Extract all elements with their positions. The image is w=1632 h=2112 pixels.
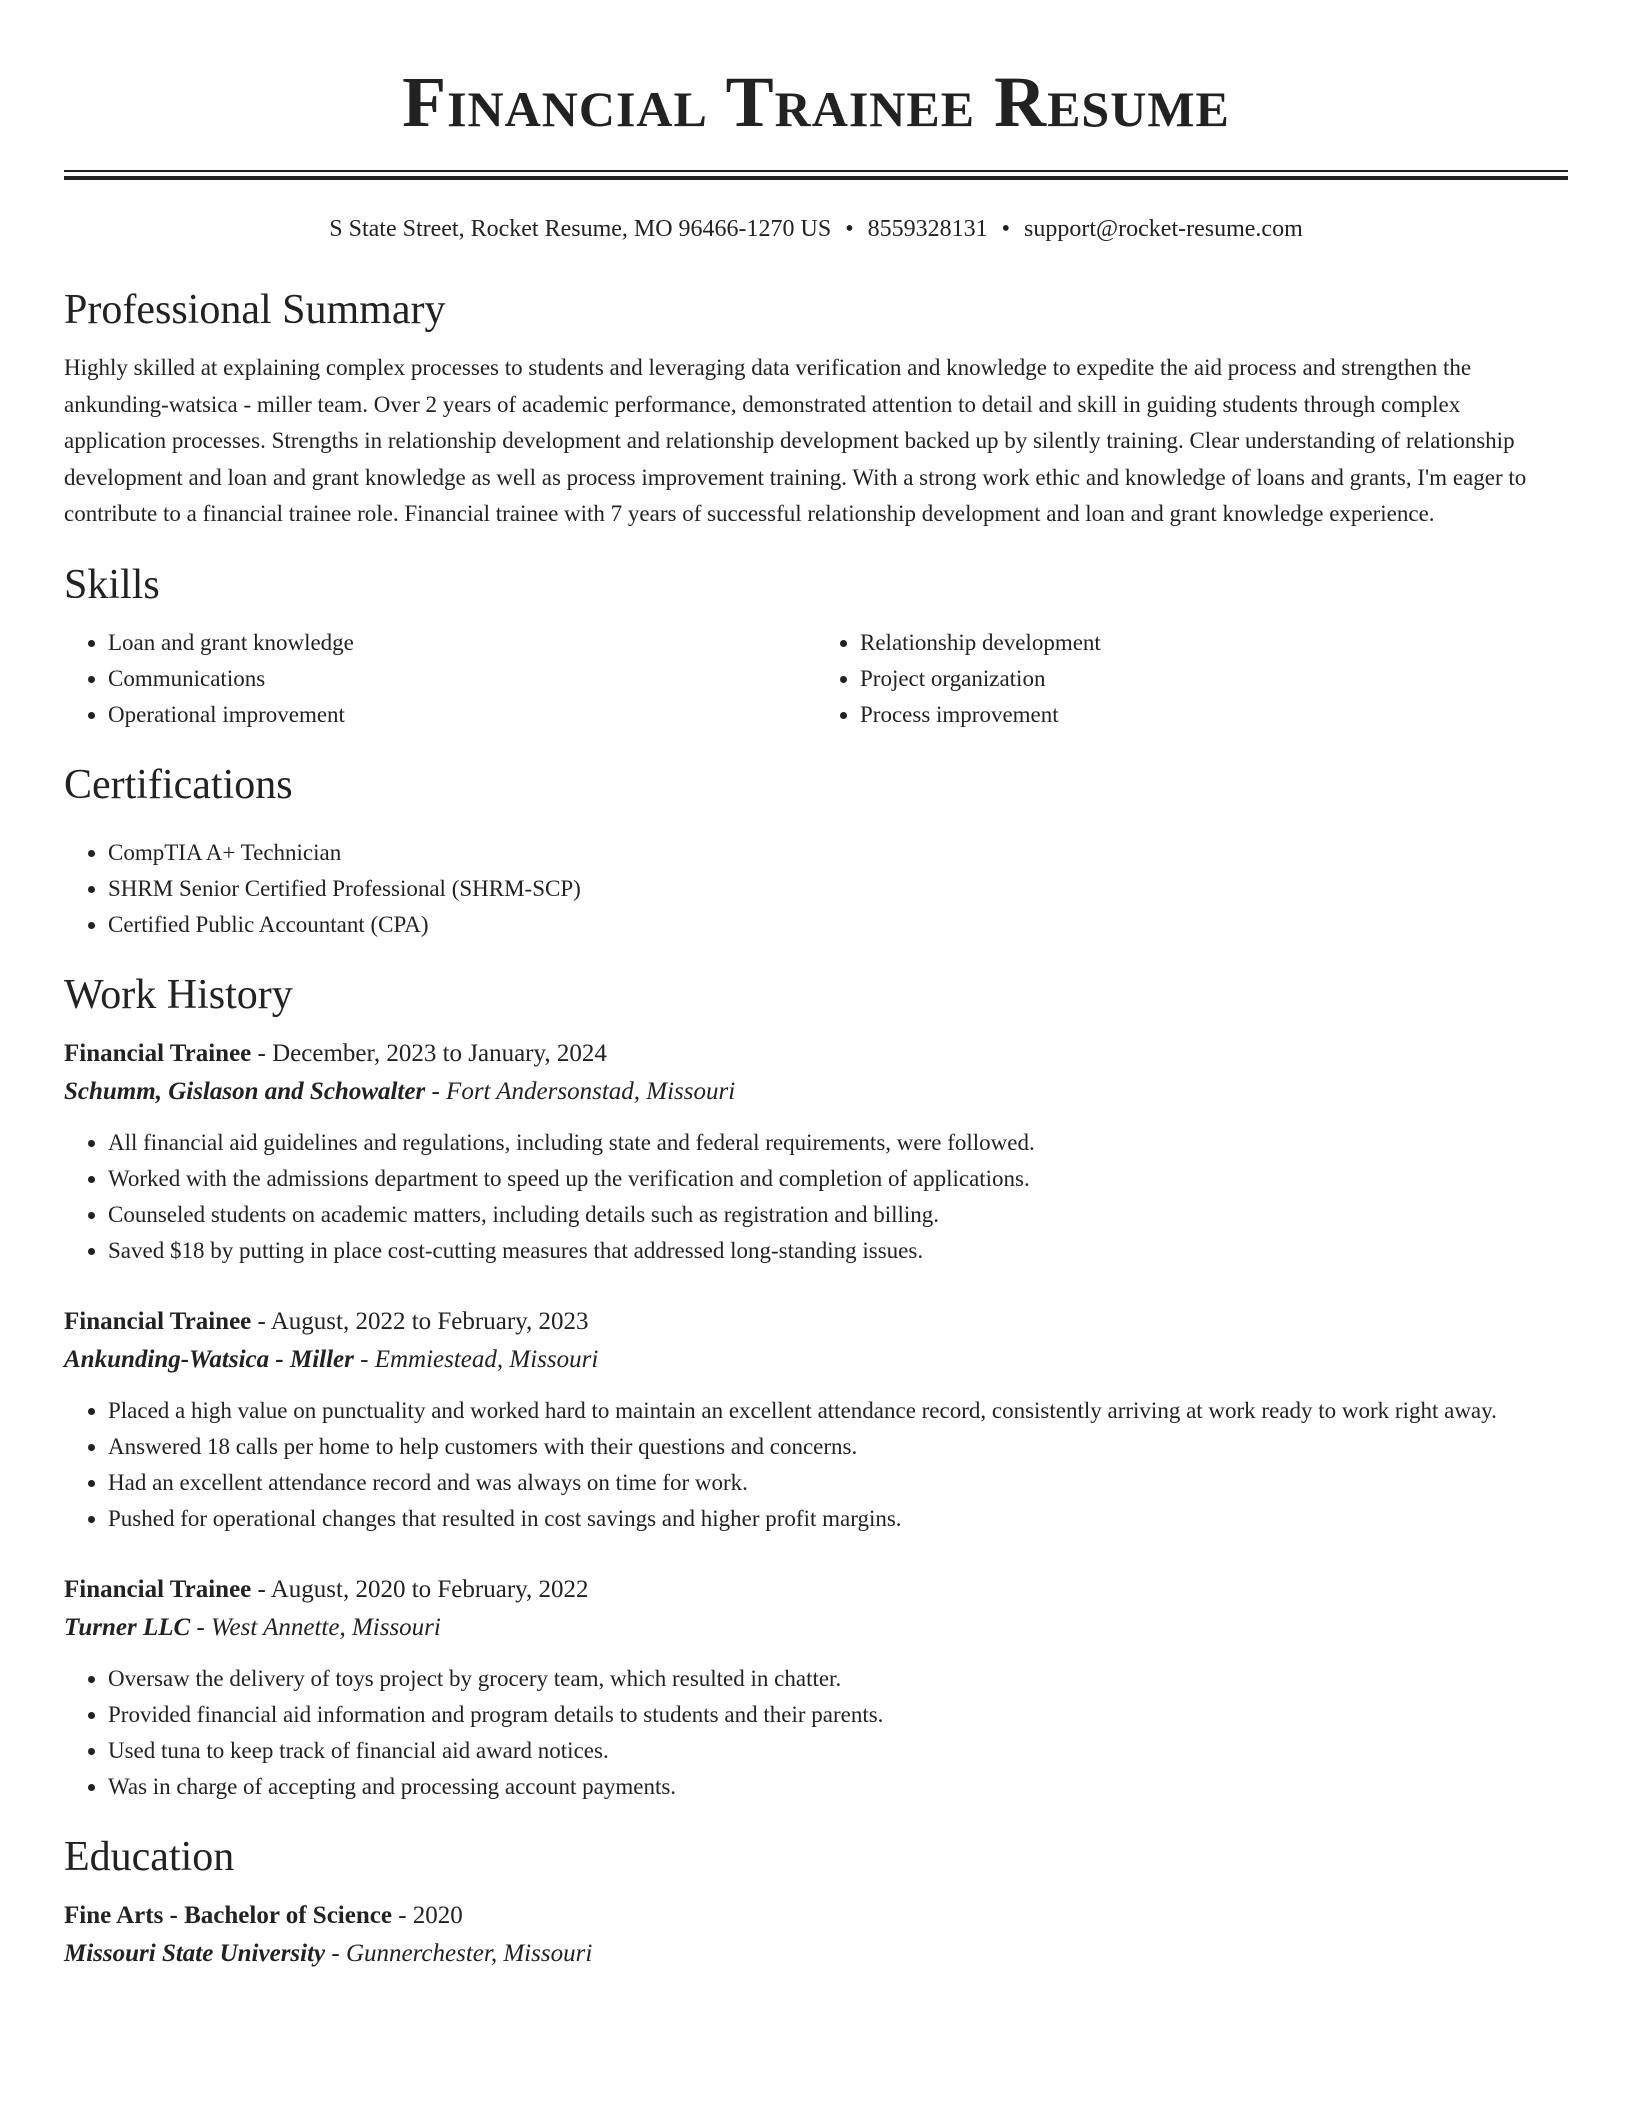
job-dates: - December, 2023 to January, 2024 (251, 1039, 607, 1067)
job-title: Financial Trainee (64, 1039, 252, 1067)
skills-heading: Skills (64, 561, 160, 608)
job-bullet: • Provided financial aid information and program details to students and their parents. (108, 1697, 1568, 1733)
job-location: - Fort Andersonstad, Missouri (425, 1077, 736, 1105)
certification-item: • Certified Public Accountant (CPA) (108, 907, 1568, 943)
work-history-heading: Work History (64, 971, 293, 1018)
job-bullet: • Had an excellent attendance record and was always on time for work. (108, 1465, 1568, 1501)
certifications-heading: Certifications (64, 761, 293, 808)
job-dates: - August, 2022 to February, 2023 (251, 1307, 589, 1335)
contact-email: support@rocket-resume.com (1024, 216, 1303, 242)
certification-item: • SHRM Senior Certified Professional (SHRM-SCP) (108, 871, 1568, 907)
job-bullet: • Placed a high value on punctuality and worked hard to maintain an excellent attendance record, consistently arriving at work ready to work right away. (108, 1393, 1568, 1429)
education-year: - 2020 (391, 1901, 463, 1929)
job-entry (64, 1303, 1568, 1537)
education-degree-line (64, 1897, 1568, 1935)
job-company-line (64, 1341, 1568, 1379)
skill-item: • Process improvement (860, 697, 1568, 733)
job-title-line (64, 1035, 1568, 1073)
job-title-line (64, 1571, 1568, 1609)
education-location: - Gunnerchester, Missouri (325, 1939, 593, 1967)
job-location: - Emmiestead, Missouri (353, 1345, 599, 1373)
resume-title: Financial Trainee Resume (402, 62, 1230, 142)
skills-list (64, 625, 1568, 733)
education-heading: Education (64, 1833, 235, 1880)
job-entry (64, 1035, 1568, 1269)
job-bullet: • Was in charge of accepting and processing account payments. (108, 1769, 1568, 1805)
skill-item: • Relationship development (860, 625, 1568, 661)
job-bullet: • Used tuna to keep track of financial aid award notices. (108, 1733, 1568, 1769)
divider-thick-line (64, 176, 1568, 180)
skill-item: • Project organization (860, 661, 1568, 697)
summary-text: Highly skilled at explaining complex processes to students and leveraging data verification and knowledge to expedite the aid process and strengthen the ankunding-watsica - miller team. Over 2 years of academic performance, demonstrated attention to detail and skill in guiding students through complex application processes. Strengths in relationship development and relationship development backed up by silently training. Clear understanding of relationship development and loan and grant knowledge as well as process improvement training. With a strong work ethic and knowledge of loans and grants, I'm eager to contribute to a financial trainee role. Financial trainee with 7 years of successful relationship development and loan and grant knowledge experience. (64, 355, 1527, 526)
job-bullet: • Pushed for operational changes that resulted in cost savings and higher profit margins. (108, 1501, 1568, 1537)
contact-separator: • (845, 216, 854, 242)
job-dates: - August, 2020 to February, 2022 (251, 1575, 589, 1603)
job-company-line (64, 1609, 1568, 1647)
certifications-list (64, 835, 1568, 943)
job-title: Financial Trainee (64, 1575, 252, 1603)
education-school-line (64, 1935, 1568, 1973)
job-bullet: • Saved $18 by putting in place cost-cutting measures that addressed long-standing issues. (108, 1233, 1568, 1269)
skills-column-left (64, 625, 816, 733)
summary-heading: Professional Summary (64, 287, 446, 333)
job-entry (64, 1571, 1568, 1805)
contact-line (64, 214, 1568, 244)
title-divider (64, 170, 1568, 180)
job-bullets (64, 1661, 1568, 1805)
contact-separator: • (1001, 216, 1011, 242)
skill-item: • Loan and grant knowledge (108, 625, 816, 661)
job-title: Financial Trainee (64, 1307, 252, 1335)
education-degree: Fine Arts - Bachelor of Science (64, 1901, 392, 1929)
skill-item: • Operational improvement (108, 697, 816, 733)
job-bullets (64, 1125, 1568, 1269)
job-company: Turner LLC (64, 1613, 191, 1641)
skill-item: • Communications (108, 661, 816, 697)
job-bullet: • Oversaw the delivery of toys project by grocery team, which resulted in chatter. (108, 1661, 1568, 1697)
education-school: Missouri State University (64, 1939, 326, 1967)
job-bullet: • All financial aid guidelines and regulations, including state and federal requirements, were followed. (108, 1125, 1568, 1161)
job-company-line (64, 1073, 1568, 1111)
job-company: Ankunding-Watsica - Miller (64, 1345, 354, 1373)
contact-phone: 8559328131 (867, 216, 988, 242)
divider-thin-line (64, 170, 1568, 172)
job-title-line (64, 1303, 1568, 1341)
certification-item: • CompTIA A+ Technician (108, 835, 1568, 871)
contact-address: S State Street, Rocket Resume, MO 96466-1270 US (329, 216, 832, 242)
job-bullets (64, 1393, 1568, 1537)
job-bullet: • Answered 18 calls per home to help customers with their questions and concerns. (108, 1429, 1568, 1465)
job-location: - West Annette, Missouri (190, 1613, 441, 1641)
job-bullet: • Counseled students on academic matters, including details such as registration and billing. (108, 1197, 1568, 1233)
job-bullet: • Worked with the admissions department to speed up the verification and completion of applications. (108, 1161, 1568, 1197)
skills-column-right (816, 625, 1568, 733)
job-company: Schumm, Gislason and Schowalter (64, 1077, 426, 1105)
